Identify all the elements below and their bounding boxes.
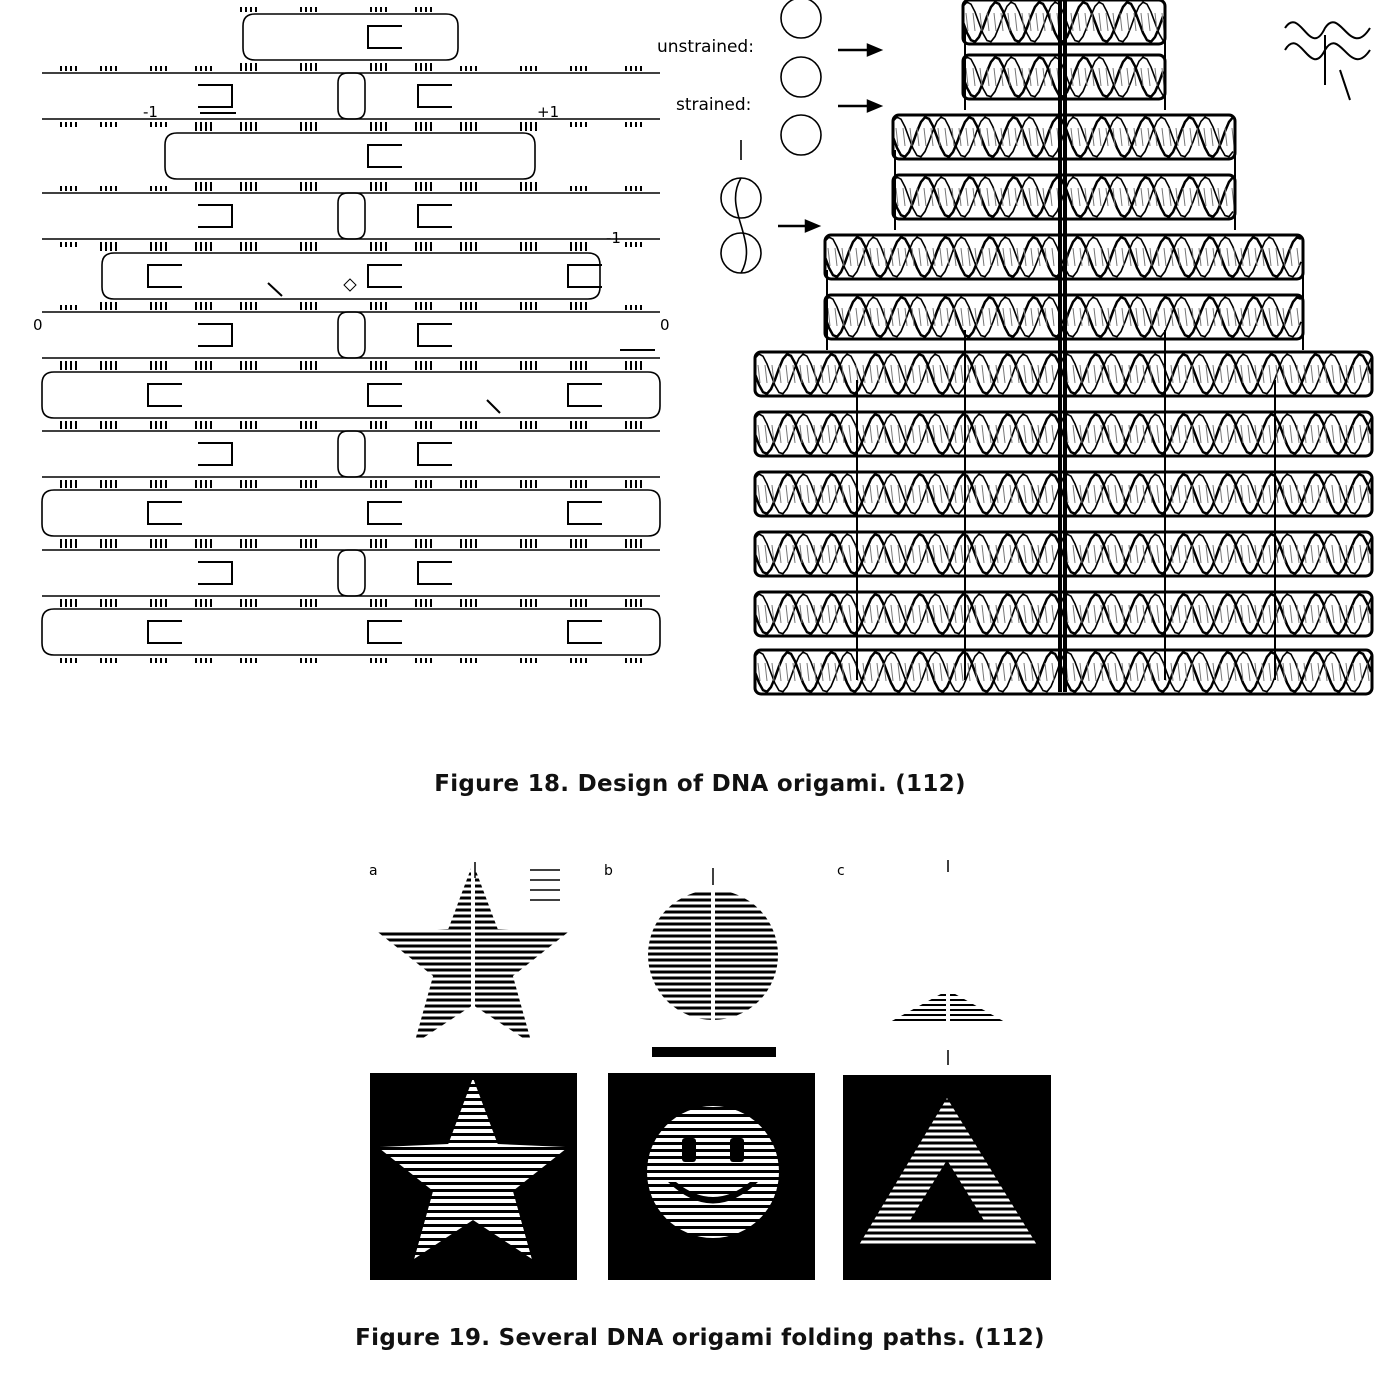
corner-inset — [1285, 22, 1370, 100]
helix-loop — [338, 550, 660, 596]
panel-label-b: b — [604, 863, 613, 879]
helix-loop — [338, 431, 660, 477]
folding-path-schematic — [0, 0, 700, 700]
crossover-label: -1 — [606, 229, 621, 247]
center-marker — [344, 279, 356, 291]
star-folding-path — [370, 862, 578, 1036]
panel-label-a: a — [369, 863, 378, 879]
helix-loop — [42, 431, 365, 477]
helix-loop — [338, 73, 660, 119]
scale-bar — [652, 1047, 776, 1057]
triangle-folding-path — [885, 990, 1010, 1020]
panel-label-c: c — [837, 863, 845, 879]
helix-loop — [102, 253, 600, 299]
strained-label: strained: — [676, 95, 752, 115]
legend-circle — [721, 178, 761, 218]
folding-shapes — [360, 855, 1060, 1295]
figure-19-caption: Figure 19. Several DNA origami folding paths. (112) — [355, 1325, 1045, 1351]
crossover-label: 0 — [33, 316, 43, 334]
crossover-label: 0 — [660, 316, 670, 334]
legend-circle — [781, 0, 821, 38]
helix-loop — [165, 133, 535, 179]
legend-circle — [721, 233, 761, 273]
helix-loop — [42, 312, 365, 358]
strand-arrow — [268, 283, 282, 296]
smiley-folding-path — [645, 888, 782, 1020]
strand-arrow — [487, 400, 500, 413]
helix-loop — [42, 193, 365, 239]
crossover-label: +1 — [537, 103, 560, 121]
helix-loop — [338, 312, 660, 358]
helix-loop — [42, 550, 365, 596]
helix-loop — [243, 14, 458, 60]
unstrained-label: unstrained: — [657, 37, 754, 57]
legend-circle — [781, 115, 821, 155]
helix-model — [657, 0, 1400, 700]
crossover-label: -1 — [143, 103, 158, 121]
legend-circle — [781, 57, 821, 97]
figure-18-caption: Figure 18. Design of DNA origami. (112) — [434, 771, 966, 797]
